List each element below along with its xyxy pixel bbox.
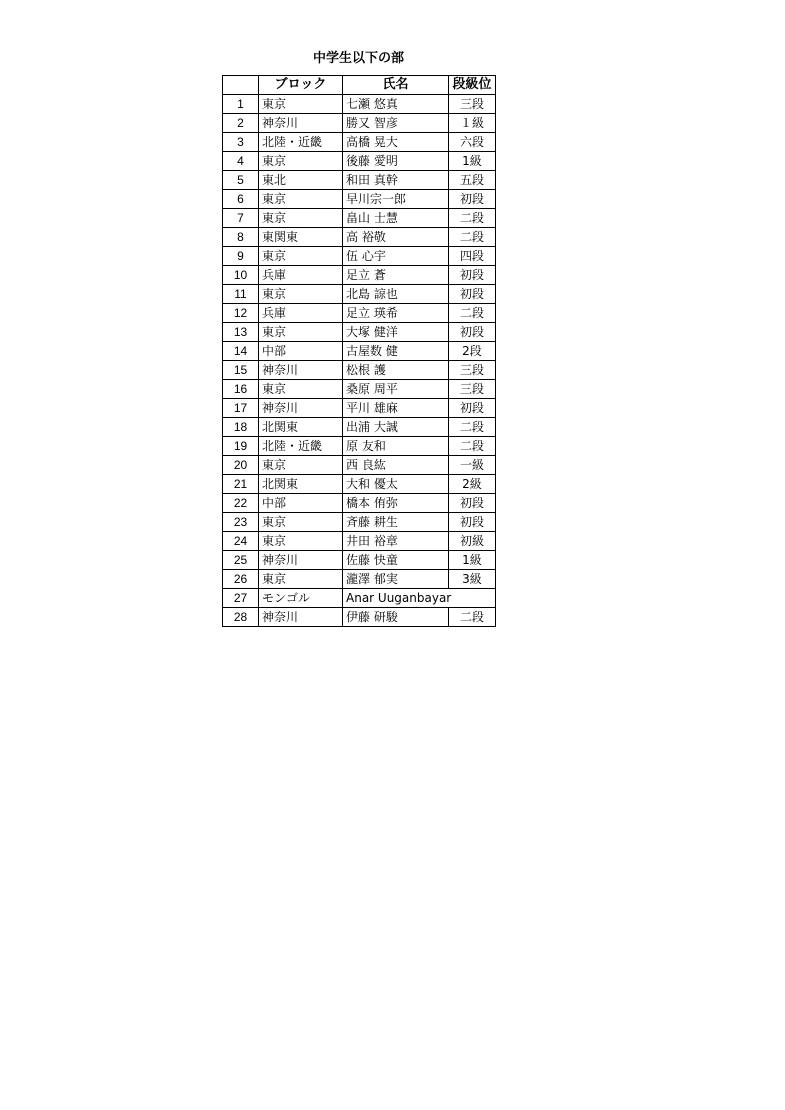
row-name: 瀧澤 郁実	[343, 570, 449, 589]
row-rank: 初段	[449, 513, 496, 532]
row-name: 佐藤 快童	[343, 551, 449, 570]
row-rank: 二段	[449, 437, 496, 456]
row-name: 早川宗一郎	[343, 190, 449, 209]
row-number: 24	[223, 532, 259, 551]
table-row	[223, 399, 496, 418]
row-rank: 五段	[449, 171, 496, 190]
table-row	[223, 209, 496, 228]
row-block: 北陸・近畿	[259, 437, 343, 456]
row-number: 9	[223, 247, 259, 266]
table-row	[223, 380, 496, 399]
row-number: 10	[223, 266, 259, 285]
table-row	[223, 285, 496, 304]
row-name: 伊藤 研駿	[343, 608, 449, 627]
row-number: 2	[223, 114, 259, 133]
row-name: 井田 裕章	[343, 532, 449, 551]
row-rank: 四段	[449, 247, 496, 266]
row-block: 東京	[259, 209, 343, 228]
row-block: 北陸・近畿	[259, 133, 343, 152]
row-number: 28	[223, 608, 259, 627]
table-row	[223, 171, 496, 190]
row-number: 25	[223, 551, 259, 570]
table-row	[223, 323, 496, 342]
table-row	[223, 361, 496, 380]
row-name: 大和 優太	[343, 475, 449, 494]
table-row	[223, 152, 496, 171]
row-block: 東京	[259, 152, 343, 171]
row-rank: 二段	[449, 608, 496, 627]
header-number	[223, 76, 259, 95]
header-block: ブロック	[259, 76, 343, 95]
row-number: 7	[223, 209, 259, 228]
row-rank: 2段	[449, 342, 496, 361]
row-rank: １級	[449, 114, 496, 133]
row-rank: 二段	[449, 418, 496, 437]
row-block: 東京	[259, 570, 343, 589]
row-rank: 三段	[449, 361, 496, 380]
row-block: モンゴル	[259, 589, 343, 608]
table-row	[223, 513, 496, 532]
row-number: 11	[223, 285, 259, 304]
row-name: 橋本 侑弥	[343, 494, 449, 513]
row-number: 4	[223, 152, 259, 171]
row-rank: 三段	[449, 95, 496, 114]
row-name: 後藤 愛明	[343, 152, 449, 171]
row-number: 6	[223, 190, 259, 209]
row-rank: 1級	[449, 152, 496, 171]
table-row	[223, 228, 496, 247]
row-number: 3	[223, 133, 259, 152]
row-name: 北島 諒也	[343, 285, 449, 304]
row-rank: 六段	[449, 133, 496, 152]
row-name: 足立 瑛希	[343, 304, 449, 323]
table-row	[223, 456, 496, 475]
row-number: 17	[223, 399, 259, 418]
row-number: 13	[223, 323, 259, 342]
row-name: 桑原 周平	[343, 380, 449, 399]
table-row	[223, 437, 496, 456]
roster-table	[222, 75, 496, 627]
table-row	[223, 494, 496, 513]
header-row	[223, 76, 496, 95]
row-block: 東京	[259, 95, 343, 114]
row-block: 東京	[259, 513, 343, 532]
row-name: 七瀬 悠真	[343, 95, 449, 114]
table-row	[223, 418, 496, 437]
row-name: 原 友和	[343, 437, 449, 456]
row-block: 神奈川	[259, 551, 343, 570]
table-row	[223, 608, 496, 627]
row-number: 18	[223, 418, 259, 437]
row-rank: 初段	[449, 494, 496, 513]
header-rank: 段級位	[449, 76, 496, 95]
row-number: 26	[223, 570, 259, 589]
row-name: 西 良紘	[343, 456, 449, 475]
row-name: 松根 護	[343, 361, 449, 380]
table-row	[223, 190, 496, 209]
row-name: 斉藤 耕生	[343, 513, 449, 532]
row-block: 東京	[259, 323, 343, 342]
table-row	[223, 133, 496, 152]
row-number: 16	[223, 380, 259, 399]
row-rank	[449, 589, 496, 608]
row-number: 5	[223, 171, 259, 190]
row-block: 東京	[259, 380, 343, 399]
table-row	[223, 342, 496, 361]
table-row	[223, 95, 496, 114]
row-rank: 初段	[449, 190, 496, 209]
row-block: 神奈川	[259, 114, 343, 133]
row-number: 12	[223, 304, 259, 323]
table-row	[223, 532, 496, 551]
table-row	[223, 247, 496, 266]
row-rank: 二段	[449, 304, 496, 323]
row-rank: 初段	[449, 266, 496, 285]
roster-body	[223, 95, 496, 627]
row-name: 高橋 晃大	[343, 133, 449, 152]
row-block: 北関東	[259, 418, 343, 437]
header-name: 氏名	[343, 76, 449, 95]
row-block: 東京	[259, 456, 343, 475]
row-block: 東京	[259, 285, 343, 304]
row-number: 23	[223, 513, 259, 532]
table-row	[223, 551, 496, 570]
row-rank: 初段	[449, 323, 496, 342]
row-number: 21	[223, 475, 259, 494]
row-name: Anar Uuganbayar	[343, 589, 449, 608]
row-block: 兵庫	[259, 304, 343, 323]
row-name: 和田 真幹	[343, 171, 449, 190]
table-row	[223, 589, 496, 608]
row-rank: 三段	[449, 380, 496, 399]
table-row	[223, 570, 496, 589]
row-number: 27	[223, 589, 259, 608]
row-block: 神奈川	[259, 608, 343, 627]
row-rank: 初段	[449, 399, 496, 418]
table-row	[223, 266, 496, 285]
row-number: 1	[223, 95, 259, 114]
row-number: 19	[223, 437, 259, 456]
row-block: 神奈川	[259, 361, 343, 380]
row-block: 中部	[259, 342, 343, 361]
row-number: 20	[223, 456, 259, 475]
row-rank: 2級	[449, 475, 496, 494]
row-number: 22	[223, 494, 259, 513]
row-rank: 二段	[449, 228, 496, 247]
row-name: 高 裕敬	[343, 228, 449, 247]
row-block: 東京	[259, 532, 343, 551]
row-block: 東京	[259, 247, 343, 266]
row-name: 古屋数 健	[343, 342, 449, 361]
page-title: 中学生以下の部	[312, 51, 404, 66]
row-block: 中部	[259, 494, 343, 513]
row-block: 東関東	[259, 228, 343, 247]
row-rank: 初級	[449, 532, 496, 551]
row-rank: 初段	[449, 285, 496, 304]
table-row	[223, 304, 496, 323]
row-name: 足立 蒼	[343, 266, 449, 285]
row-name: 伍 心宇	[343, 247, 449, 266]
row-number: 14	[223, 342, 259, 361]
row-block: 神奈川	[259, 399, 343, 418]
row-name: 勝又 智彦	[343, 114, 449, 133]
row-block: 東京	[259, 190, 343, 209]
row-block: 東北	[259, 171, 343, 190]
row-block: 兵庫	[259, 266, 343, 285]
table-row	[223, 475, 496, 494]
row-name: 出浦 大誠	[343, 418, 449, 437]
row-name: 大塚 健洋	[343, 323, 449, 342]
row-rank: 1級	[449, 551, 496, 570]
row-name: 平川 雄麻	[343, 399, 449, 418]
row-number: 15	[223, 361, 259, 380]
row-rank: 3級	[449, 570, 496, 589]
row-rank: 一級	[449, 456, 496, 475]
table-row	[223, 114, 496, 133]
row-name: 畠山 士慧	[343, 209, 449, 228]
row-rank: 二段	[449, 209, 496, 228]
row-block: 北関東	[259, 475, 343, 494]
row-number: 8	[223, 228, 259, 247]
